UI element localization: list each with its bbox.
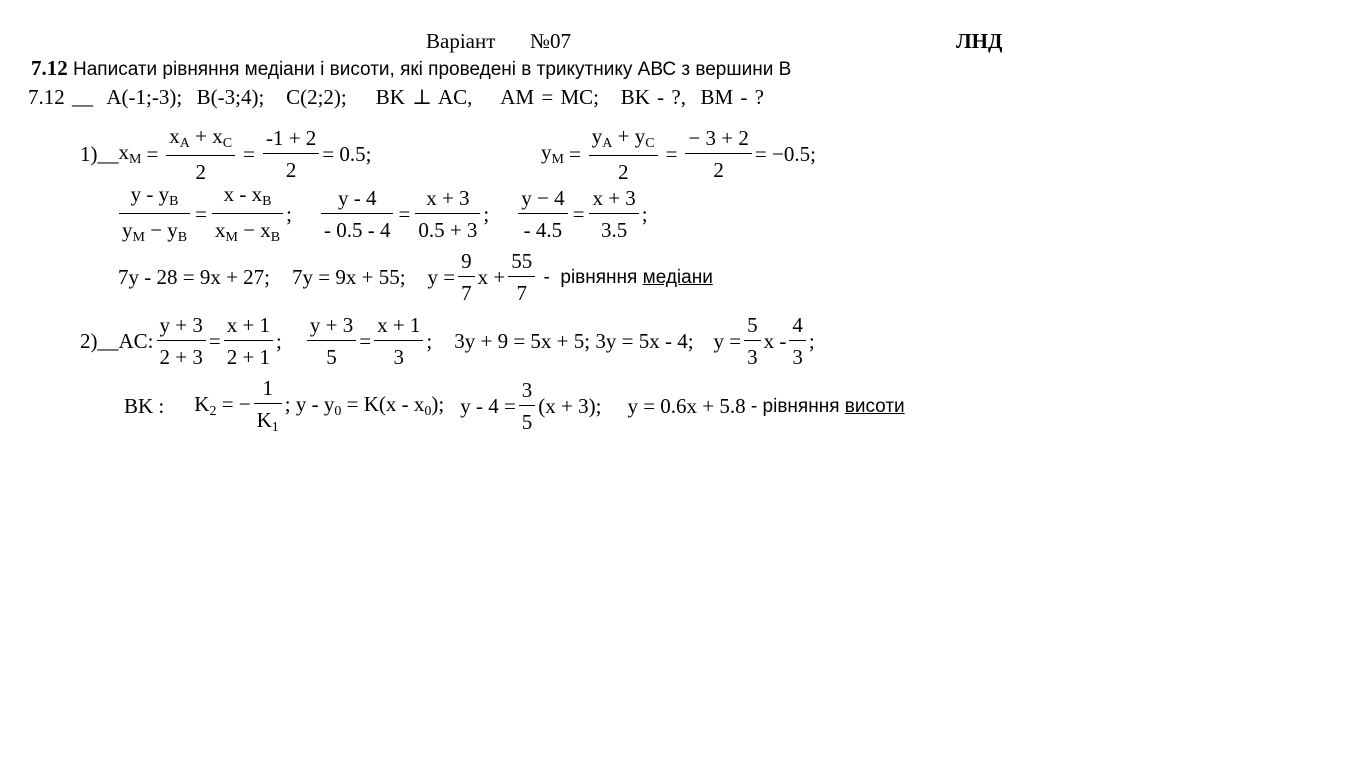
given-question-bm: BM - ?: [700, 85, 764, 109]
median-intercept-fraction: $\frac{55}{7}$: [508, 249, 535, 305]
given-question-bk: BK - ?,: [620, 85, 686, 109]
step2-label: 2)__AC:: [80, 328, 154, 353]
task-text: Написати рівняння медіани і висоти, які проведені в трикутнику АВС з вершини В: [73, 59, 792, 80]
simplified-fraction-y: $\frac{y - 4}{- 4.5}$: [518, 186, 567, 242]
substituted-fraction-y: $\frac{y - 4}{- 0.5 - 4}$: [321, 186, 394, 242]
task-statement: [31, 58, 791, 79]
substituted-fraction-x: $\frac{x + 3}{0.5 + 3}$: [415, 186, 480, 242]
point-slope-form: ; $y - y_0 = K(x - x_0)$;: [284, 391, 445, 419]
midpoint-x-formula: 1)__ $x_M$ = $\frac{x_A + x_C}{2}$ = $\frac{-1 + 2}{2}$ = 0.5;: [80, 124, 372, 185]
bk-slope-fraction: $\frac{3}{5}$: [519, 378, 536, 434]
xm-fraction-values: $\frac{-1 + 2}{2}$: [263, 126, 319, 182]
given-point-c: C(2;2);: [286, 85, 347, 109]
ym-lhs: $y_M$: [541, 139, 564, 167]
median-result: 7y - 28 = 9x + 27; 7y = 9x + 55; y = $\frac{9}{7}$ x + $\frac{55}{7}$ - рівняння медіани: [118, 249, 713, 306]
task-number: 7.12: [31, 56, 68, 80]
k2: $K_2$ = −: [194, 391, 251, 419]
ac-fraction-1: $\frac{y + 3}{2 + 3}$: [157, 313, 206, 369]
given-line: [28, 87, 764, 108]
median-note-word: медіани: [642, 266, 713, 288]
k-fraction: $\frac{1}{K_1}$: [254, 376, 282, 436]
ac-eq-1: 3y + 9 = 5x + 5; 3y = 5x - 4;: [454, 328, 694, 353]
line-fraction-y: $\frac{y - y_B}{y_M - y_B}$: [119, 182, 190, 246]
given-point-a: A(-1;-3);: [106, 85, 183, 109]
median-note: - рівняння: [538, 266, 643, 288]
altitude-note-word: висоти: [844, 395, 905, 417]
ym-fraction: $\frac{y_A + y_C}{2}$: [589, 124, 658, 184]
xm-fraction: $\frac{x_A + x_C}{2}$: [166, 124, 235, 184]
median-eq-2: 7y = 9x + 55;: [292, 264, 406, 289]
median-line-equation: $\frac{y - y_B}{y_M - y_B}$ = $\frac{x - x_B}{x_M - x_B}$ ; $\frac{y - 4}{- 0.5 - 4}$ = $\frac{x + 3}{0.5 + 3}$ ; $\frac{y - 4}{- 4.5}$ = $\frac{x + 3}{3.5}$ ;: [116, 182, 648, 246]
ac-fraction-3: $\frac{y + 3}{5}$: [307, 313, 356, 369]
given-prefix: 7.12 __: [28, 85, 93, 109]
xm-result: = 0.5;: [322, 141, 372, 166]
median-slope-fraction: $\frac{9}{7}$: [458, 249, 475, 305]
midpoint-y-formula: $y_M$ = $\frac{y_A + y_C}{2}$ = $\frac{- 3 + 2}{2}$ = −0.5;: [541, 124, 816, 185]
xm-lhs: $x_M$: [118, 139, 142, 167]
ac-fraction-2: $\frac{x + 1}{2 + 1}$: [224, 313, 273, 369]
ac-slope-fraction: $\frac{5}{3}$: [744, 313, 761, 369]
variant-label: Варіант: [426, 29, 496, 53]
altitude-note: - рівняння: [745, 395, 845, 417]
ym-fraction-values: $\frac{- 3 + 2}{2}$: [685, 126, 751, 182]
line-fraction-x: $\frac{x - x_B}{x_M - x_B}$: [212, 182, 283, 246]
median-eq-1: 7y - 28 = 9x + 27;: [118, 264, 271, 289]
bk-label: BK :: [124, 393, 165, 418]
variant-number: №07: [530, 29, 572, 53]
given-midpoint: AM = MC;: [500, 85, 599, 109]
ym-result: = −0.5;: [754, 141, 816, 166]
given-perpendicular: BK ⊥ AC,: [375, 85, 473, 109]
ac-fraction-4: $\frac{x + 1}{3}$: [374, 313, 423, 369]
altitude-equation: BK : $K_2$ = − $\frac{1}{K_1}$ ; $y - y_0 = K(x - x_0)$; y - 4 = $\frac{3}{5}$ (x + 3); y = 0.6x + 5.8 - рівняння висоти: [124, 376, 905, 436]
author-initials: ЛНД: [956, 29, 1003, 53]
altitude-final: y = 0.6x + 5.8: [627, 393, 746, 418]
given-point-b: B(-3;4);: [196, 85, 265, 109]
simplified-fraction-x: $\frac{x + 3}{3.5}$: [589, 186, 638, 242]
ac-intercept-fraction: 4 3: [789, 313, 806, 369]
ac-line-equation: 2)__AC: $\frac{y + 3}{2 + 3}$ = $\frac{x + 1}{2 + 1}$ ; $\frac{y + 3}{5}$ = $\frac{x + 1}{3}$ ; 3y + 9 = 5x + 5; 3y = 5x - 4; y = $\frac{5}{3}$ x - 4 3 ;: [80, 313, 815, 370]
step1-label: 1)__: [80, 141, 119, 166]
